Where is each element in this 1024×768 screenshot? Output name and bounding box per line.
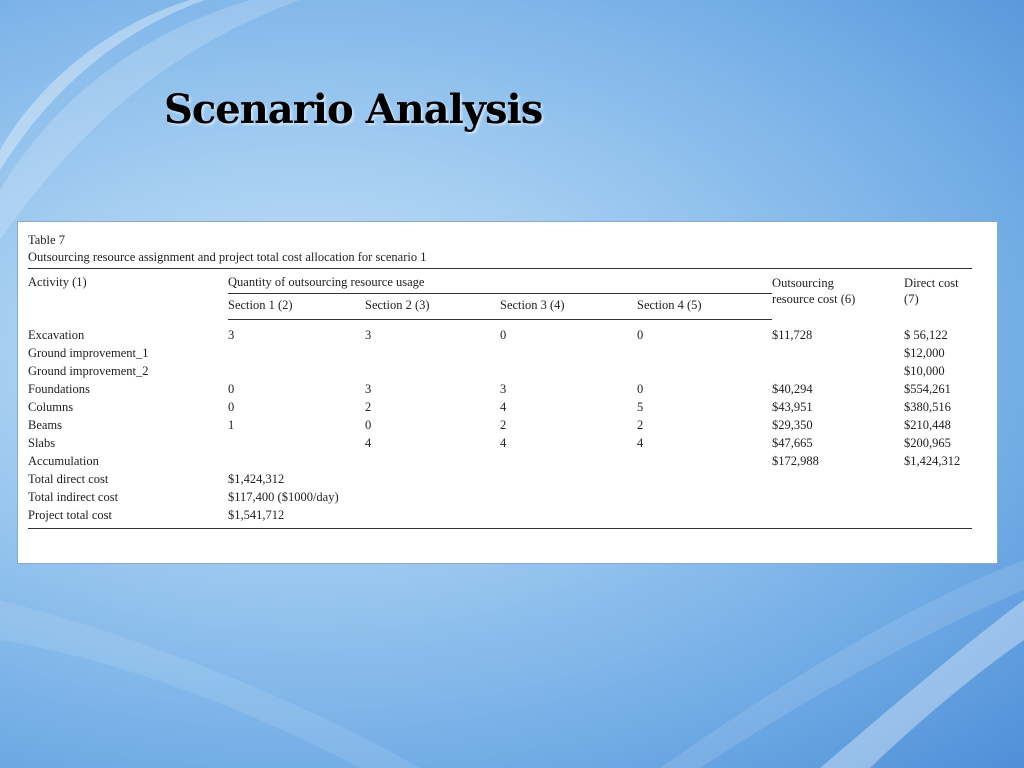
cell-section-4 <box>637 488 772 506</box>
cell-outsourcing-cost: $11,728 <box>772 327 813 342</box>
cell-section-4 <box>637 452 772 470</box>
header-section-2: Section 2 (3) <box>365 294 500 320</box>
cell-activity: Project total cost <box>28 506 228 529</box>
cell-section-4: 0 <box>637 328 644 342</box>
cell-section-1 <box>228 434 365 452</box>
cell-section-3 <box>500 362 637 380</box>
cell-outsourcing-cost <box>772 470 904 488</box>
table-row <box>28 320 972 345</box>
cell-section-4: 5 <box>637 400 644 414</box>
cell-section-1 <box>228 344 365 362</box>
cell-outsourcing-cost: $40,294 <box>772 382 813 396</box>
cell-section-3: 4 <box>500 400 507 414</box>
table-row <box>28 434 972 452</box>
cell-activity: Slabs <box>28 436 56 450</box>
cell-direct-cost: $ 56,122 <box>904 327 948 342</box>
cell-outsourcing-cost <box>772 362 904 380</box>
cell-section-1: $1,424,312 <box>228 472 285 486</box>
cell-activity: Total indirect cost <box>28 490 119 504</box>
table-row <box>28 362 972 380</box>
cell-section-3 <box>500 452 637 470</box>
header-activity: Activity (1) <box>28 269 228 320</box>
cell-section-2: 3 <box>365 382 372 396</box>
cell-outsourcing-cost: $29,350 <box>772 418 813 432</box>
cell-section-1 <box>228 452 365 470</box>
cell-section-2 <box>365 506 500 529</box>
table-row <box>28 380 972 398</box>
cell-section-2 <box>365 344 500 362</box>
cell-outsourcing-cost: $47,665 <box>772 436 813 450</box>
cell-section-3 <box>500 470 637 488</box>
table-body <box>28 320 972 529</box>
cell-section-1: $1,541,712 <box>228 506 365 529</box>
cell-section-1: 1 <box>228 418 235 432</box>
slide-title: Scenario Analysis <box>164 86 543 133</box>
cell-activity: Excavation <box>28 327 85 342</box>
cell-section-4 <box>637 344 772 362</box>
cell-outsourcing-cost <box>772 506 904 529</box>
cell-section-2: 2 <box>365 400 372 414</box>
cell-direct-cost: $1,424,312 <box>904 454 961 468</box>
table-panel <box>17 221 998 564</box>
cell-section-3: 2 <box>500 418 507 432</box>
cell-activity: Ground improvement_1 <box>28 346 149 360</box>
header-section-4: Section 4 (5) <box>637 294 772 320</box>
table-container <box>28 232 972 529</box>
cell-section-1 <box>228 362 365 380</box>
cell-direct-cost <box>904 488 972 506</box>
cell-outsourcing-cost <box>772 488 904 506</box>
header-section-1: Section 1 (2) <box>228 294 365 320</box>
cell-outsourcing-cost: $43,951 <box>772 400 813 414</box>
cell-section-3: 0 <box>500 328 507 342</box>
cell-activity: Beams <box>28 418 63 432</box>
header-quantity-group: Quantity of outsourcing resource usage <box>228 269 772 294</box>
table-row <box>28 506 972 529</box>
cell-section-2: 4 <box>365 436 372 450</box>
header-direct-cost: Direct cost (7) <box>904 269 972 320</box>
cell-direct-cost: $12,000 <box>904 346 945 360</box>
cell-section-2 <box>365 362 500 380</box>
cell-section-4: 2 <box>637 418 644 432</box>
cell-section-2: 3 <box>365 328 372 342</box>
cell-section-4 <box>637 470 772 488</box>
cell-activity: Accumulation <box>28 454 99 468</box>
cell-section-3: 4 <box>500 436 507 450</box>
cell-section-3 <box>500 488 637 506</box>
cell-outsourcing-cost <box>772 344 904 362</box>
table-row <box>28 452 972 470</box>
cell-section-2: 0 <box>365 418 372 432</box>
table-row <box>28 470 972 488</box>
cell-direct-cost: $200,965 <box>904 436 951 450</box>
cell-section-4 <box>637 506 772 529</box>
cell-section-2 <box>365 488 500 506</box>
cell-section-4: 4 <box>637 436 644 450</box>
cell-section-4: 0 <box>637 382 644 396</box>
cell-section-2 <box>365 470 500 488</box>
cell-activity: Total direct cost <box>28 472 109 486</box>
cost-allocation-table <box>28 268 972 529</box>
cell-activity: Ground improvement_2 <box>28 364 149 378</box>
cell-activity: Columns <box>28 400 74 414</box>
table-label: Table 7 <box>28 233 65 247</box>
cell-section-4 <box>637 362 772 380</box>
cell-section-1: 0 <box>228 382 235 396</box>
cell-direct-cost: $380,516 <box>904 400 951 414</box>
cell-section-1: 0 <box>228 400 235 414</box>
cell-section-3 <box>500 506 637 529</box>
cell-direct-cost <box>904 506 972 529</box>
cell-direct-cost: $10,000 <box>904 364 945 378</box>
cell-section-3: 3 <box>500 382 507 396</box>
header-outsourcing-cost: Outsourcing resource cost (6) <box>772 269 904 320</box>
cell-activity: Foundations <box>28 382 90 396</box>
cell-direct-cost: $210,448 <box>904 418 951 432</box>
header-section-3: Section 3 (4) <box>500 294 637 320</box>
cell-section-2 <box>365 452 500 470</box>
cell-section-1: 3 <box>228 328 235 342</box>
table-row <box>28 416 972 434</box>
cell-section-1: $117,400 ($1000/day) <box>228 490 339 504</box>
cell-section-3 <box>500 344 637 362</box>
cell-direct-cost <box>904 470 972 488</box>
table-row <box>28 488 972 506</box>
table-row <box>28 398 972 416</box>
cell-direct-cost: $554,261 <box>904 382 951 396</box>
table-row <box>28 344 972 362</box>
cell-outsourcing-cost: $172,988 <box>772 454 819 468</box>
table-caption: Outsourcing resource assignment and project total cost allocation for scenario 1 <box>28 250 427 264</box>
